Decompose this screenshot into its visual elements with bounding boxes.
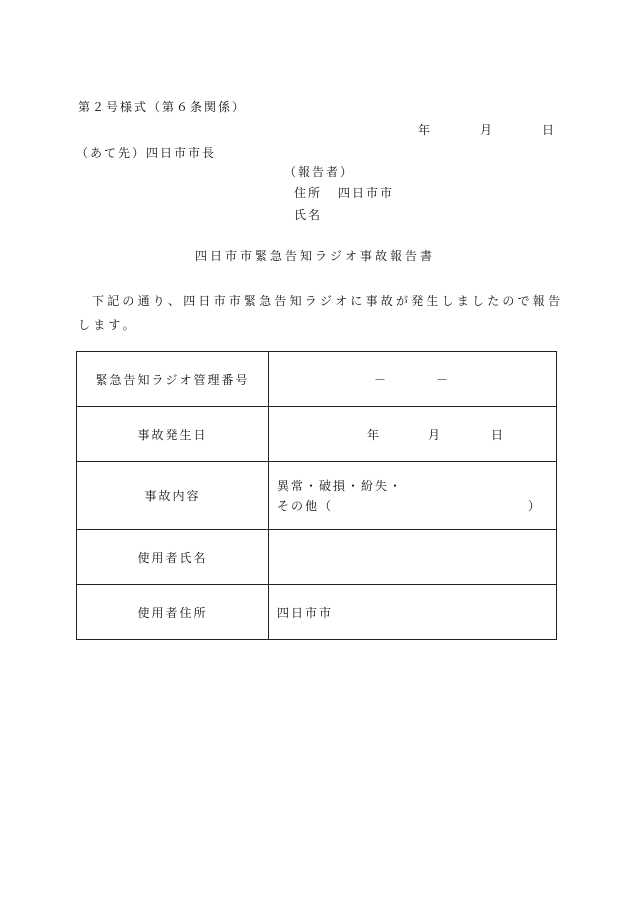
user-name-label: 使用者氏名: [77, 530, 269, 585]
table-row-radio-number: [77, 352, 557, 407]
date-day-label: 日: [542, 123, 557, 137]
incident-content-field[interactable]: [269, 462, 557, 530]
incident-content-label: 事故内容: [77, 462, 269, 530]
incident-options-close: ）: [527, 498, 542, 513]
address-label: 住所: [294, 186, 323, 200]
reporter-label: （報告者）: [284, 165, 355, 179]
table-row-incident-date: [77, 407, 557, 462]
reporter-name-row: [294, 207, 322, 223]
incident-date-field[interactable]: [269, 407, 557, 462]
incident-options-line-2: その他（: [277, 498, 334, 513]
date-month-label: 月: [480, 123, 495, 137]
radio-number-field[interactable]: [269, 352, 557, 407]
body-text: 下記の通り、四日市市緊急告知ラジオに事故が発生しましたので報告します。: [78, 294, 564, 332]
date-row: [418, 122, 557, 138]
report-table: [76, 351, 557, 640]
user-address-field[interactable]: 四日市市: [269, 585, 557, 640]
radio-number-dash-2: －: [436, 373, 451, 387]
name-label: 氏名: [294, 208, 323, 222]
radio-number-dash-1: －: [374, 373, 389, 387]
radio-number-label: 緊急告知ラジオ管理番号: [77, 352, 269, 407]
date-year-label: 年: [418, 123, 433, 137]
table-row-incident-content: [77, 462, 557, 530]
incident-month-label: 月: [428, 428, 443, 442]
document-title: 四日市市緊急告知ラジオ事故報告書: [194, 249, 435, 263]
incident-day-label: 日: [491, 428, 506, 442]
form-number: 第２号様式（第６条関係）: [78, 100, 247, 114]
table-row-user-address: [77, 585, 557, 640]
table-row-user-name: [77, 530, 557, 585]
incident-date-label: 事故発生日: [77, 407, 269, 462]
addressee: （あて先）四日市市長: [76, 146, 217, 160]
incident-options-line-1: 異常・破損・紛失・: [277, 478, 404, 493]
address-value: 四日市市: [338, 186, 395, 200]
reporter-address-row: [294, 185, 394, 201]
user-name-field[interactable]: [269, 530, 557, 585]
user-address-label: 使用者住所: [77, 585, 269, 640]
incident-year-label: 年: [367, 428, 382, 442]
